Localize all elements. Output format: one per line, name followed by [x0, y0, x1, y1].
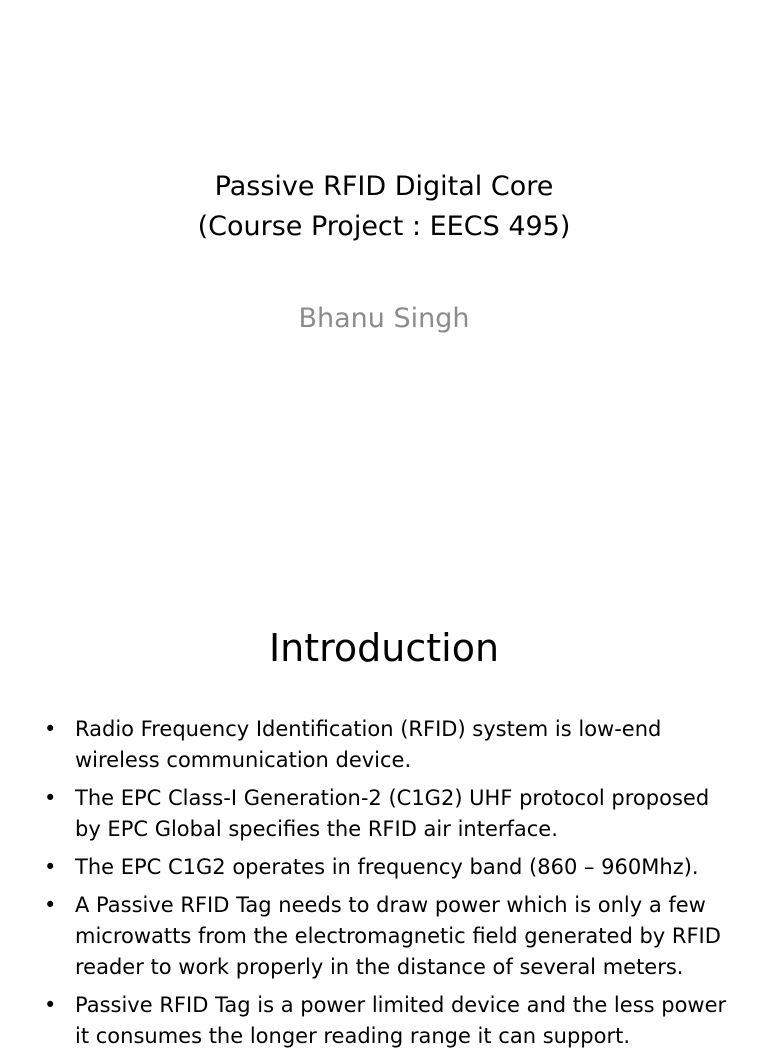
slide-title-line-1: Passive RFID Digital Core — [214, 171, 554, 202]
introduction-slide — [0, 576, 768, 1048]
bullet-item — [0, 852, 768, 883]
bullet-text: Radio Frequency Identification (RFID) system is low-end wireless communication device. — [75, 717, 662, 772]
bullet-icon: • — [44, 786, 57, 810]
bullet-icon: • — [44, 993, 57, 1017]
bullet-icon: • — [44, 855, 57, 879]
bullet-text: The EPC Class-I Generation-2 (C1G2) UHF protocol proposed by EPC Global specifies the RFID air interface. — [75, 786, 710, 841]
bullet-text: A Passive RFID Tag needs to draw power which is only a few microwatts from the electromagnetic field generated by RFID reader to work properly in the distance of several meters. — [75, 893, 721, 979]
bullet-item — [0, 783, 768, 845]
bullet-item — [0, 714, 768, 776]
bullet-text: Passive RFID Tag is a power limited device and the less power it consumes the longer reading range it can support. — [75, 993, 727, 1048]
bullet-text: The EPC C1G2 operates in frequency band (860 – 960Mhz). — [75, 855, 699, 879]
bullet-item — [0, 890, 768, 983]
bullet-icon: • — [44, 717, 57, 741]
bullet-icon: • — [44, 893, 57, 917]
bullet-item — [0, 990, 768, 1052]
slide-heading: Introduction — [268, 626, 500, 670]
slide-title-line-2: (Course Project : EECS 495) — [197, 211, 571, 242]
bullet-list — [0, 714, 768, 1059]
author-subtitle: Bhanu Singh — [298, 303, 470, 334]
